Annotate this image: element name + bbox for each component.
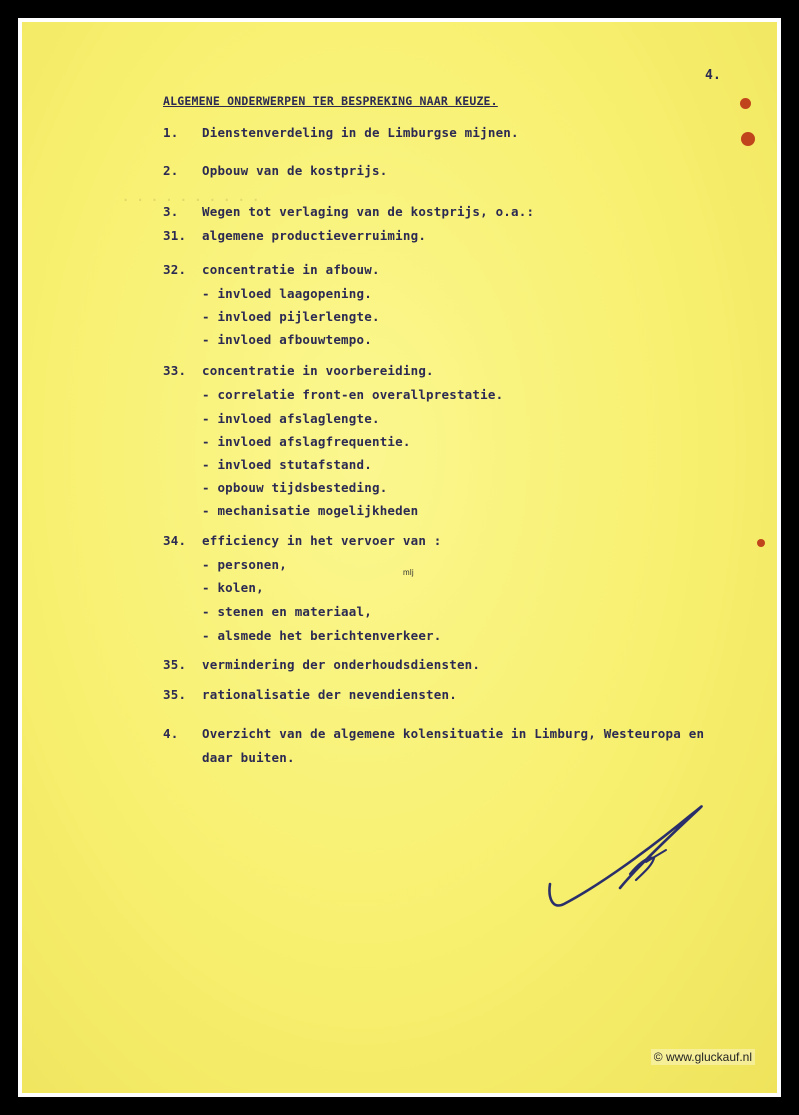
- ink-stain: [741, 132, 755, 146]
- sub-item-text: - invloed laagopening.: [202, 286, 372, 301]
- signature-image: [542, 792, 732, 922]
- item-number: 32.: [163, 262, 187, 277]
- sub-item-text: - alsmede het berichtenverkeer.: [202, 628, 442, 643]
- document-page: [22, 22, 777, 1093]
- item-number: 35.: [163, 687, 187, 702]
- item-text: rationalisatie der nevendiensten.: [202, 687, 457, 702]
- item-text: Overzicht van de algemene kolensituatie in Limburg, Westeuropa en: [202, 726, 705, 741]
- sub-item-text: - invloed afslagfrequentie.: [202, 434, 411, 449]
- item-number: 3.: [163, 204, 179, 219]
- sub-item-text: - invloed afslaglengte.: [202, 411, 380, 426]
- ink-stain: [757, 539, 765, 547]
- item-text-continued: daar buiten.: [202, 750, 295, 765]
- item-text: concentratie in afbouw.: [202, 262, 380, 277]
- item-number: 34.: [163, 533, 187, 548]
- item-text: efficiency in het vervoer van :: [202, 533, 442, 548]
- sub-item-text: - stenen en materiaal,: [202, 604, 372, 619]
- sub-item-text: - opbouw tijdsbesteding.: [202, 480, 388, 495]
- sub-item-text: - kolen,: [202, 580, 264, 595]
- sub-item-text: - invloed stutafstand.: [202, 457, 372, 472]
- page-heading: ALGEMENE ONDERWERPEN TER BESPREKING NAAR KEUZE.: [163, 94, 498, 108]
- item-text: concentratie in voorbereiding.: [202, 363, 434, 378]
- handwritten-initials: mlj: [403, 568, 414, 577]
- item-text: algemene productieverruiming.: [202, 228, 427, 243]
- ink-stain: [740, 98, 751, 109]
- sub-item-text: - correlatie front-en overallprestatie.: [202, 387, 504, 402]
- item-number: 31.: [163, 228, 187, 243]
- item-number: 1.: [163, 125, 179, 140]
- sub-item-text: - mechanisatie mogelijkheden: [202, 503, 419, 518]
- sub-item-text: - personen,: [202, 557, 287, 572]
- item-text: Wegen tot verlaging van de kostprijs, o.a.:: [202, 204, 535, 219]
- watermark: © www.gluckauf.nl: [651, 1049, 755, 1065]
- item-number: 4.: [163, 726, 179, 741]
- show-through-text: . . . . . . . . . .: [122, 190, 260, 204]
- item-text: vermindering der onderhoudsdiensten.: [202, 657, 481, 672]
- item-number: 35.: [163, 657, 187, 672]
- item-text: Dienstenverdeling in de Limburgse mijnen.: [202, 125, 519, 140]
- sub-item-text: - invloed pijlerlengte.: [202, 309, 380, 324]
- page-number: 4.: [705, 68, 722, 83]
- item-text: Opbouw van de kostprijs.: [202, 163, 388, 178]
- sub-item-text: - invloed afbouwtempo.: [202, 332, 372, 347]
- item-number: 33.: [163, 363, 187, 378]
- item-number: 2.: [163, 163, 179, 178]
